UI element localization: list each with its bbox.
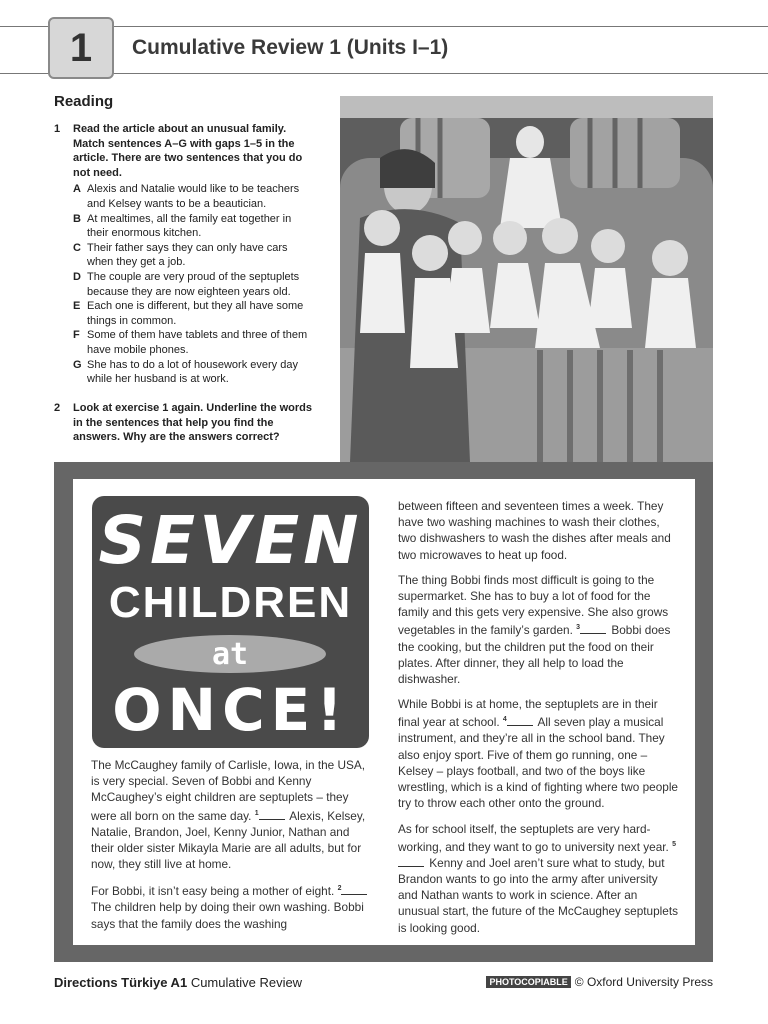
gap-number: 5 bbox=[672, 840, 677, 848]
article-title-logo bbox=[92, 496, 369, 748]
option-a bbox=[73, 182, 314, 211]
article-paragraph: between fifteen and seventeen times a week. They have two washing machines to wash their clothes, two dishwashers to wash the dishes after meals and two microwaves to heat up food. bbox=[398, 499, 671, 562]
option-c bbox=[73, 241, 314, 270]
article-text: Kenny and Joel aren’t sure what to study, but Brandon wants to go into the army after university and Nathan wants to work in science. After an unusual start, the future of the McCaughey septuplets is looking good. bbox=[398, 855, 679, 935]
article-text: For Bobbi, it isn’t easy being a mother of eight. bbox=[91, 884, 335, 899]
footer-copyright bbox=[486, 975, 713, 989]
option-letter: E bbox=[73, 300, 81, 313]
gap-number: 3 bbox=[576, 624, 581, 632]
option-b bbox=[73, 212, 314, 241]
section-heading: Reading bbox=[54, 93, 114, 110]
exercise-instruction: Look at exercise 1 again. Underline the words in the sentences that help you find the answers. Why are the answers correct? bbox=[73, 402, 313, 444]
header-rule-bottom bbox=[0, 73, 768, 74]
logo-line-seven: SEVEN bbox=[98, 502, 363, 579]
photocopiable-badge: PHOTOCOPIABLE bbox=[486, 976, 570, 988]
option-letter: G bbox=[73, 358, 82, 371]
article-text: Alexis, Kelsey, Natalie, Brandon, Joel, Kenny Junior, Nathan and their older sister Mikayla Marie are all adults, but for now, they still live at home. bbox=[91, 808, 366, 872]
exercise-instruction: Read the article about an unusual family. Match sentences A–G with gaps 1–5 in the article. There are two sentences that you do not need. bbox=[73, 123, 303, 179]
option-letter: B bbox=[73, 212, 81, 225]
logo-line-at: at bbox=[134, 635, 326, 673]
article-column-right bbox=[398, 498, 680, 945]
option-text: Some of them have tablets and three of them have mobile phones. bbox=[87, 329, 308, 356]
option-text: The couple are very proud of the septuplets because they are now eighteen years old. bbox=[87, 270, 300, 298]
gap-4[interactable] bbox=[503, 715, 535, 729]
option-text: At mealtimes, all the family eat together in their enormous kitchen. bbox=[87, 212, 292, 240]
header-rule-top bbox=[0, 26, 768, 27]
copyright-text: © Oxford University Press bbox=[574, 975, 713, 989]
logo-line-children: CHILDREN bbox=[108, 578, 353, 627]
option-letter: D bbox=[73, 270, 81, 283]
option-list bbox=[73, 182, 314, 386]
option-letter: C bbox=[73, 241, 81, 254]
footer-section-label: Cumulative Review bbox=[190, 975, 303, 990]
gap-1[interactable] bbox=[255, 809, 287, 823]
gap-blank[interactable] bbox=[507, 716, 533, 726]
article-paragraph bbox=[91, 881, 373, 932]
option-text: Alexis and Natalie would like to be teachers and Kelsey wants to be a beautician. bbox=[87, 183, 300, 210]
gap-number: 2 bbox=[337, 885, 342, 893]
option-g bbox=[73, 358, 314, 387]
gap-blank[interactable] bbox=[341, 885, 367, 895]
footer-book-name: Directions Türkiye A1 bbox=[54, 975, 188, 990]
footer-book-title bbox=[54, 975, 302, 990]
option-f bbox=[73, 328, 314, 357]
option-text: She has to do a lot of housework every day while her husband is at work. bbox=[87, 358, 298, 386]
article-paragraph bbox=[398, 696, 680, 811]
exercise-number: 1 bbox=[54, 123, 61, 135]
article-paragraph bbox=[91, 757, 373, 872]
unit-number-badge: 1 bbox=[48, 17, 114, 79]
option-letter: F bbox=[73, 329, 80, 342]
option-e bbox=[73, 299, 314, 328]
article-text: The McCaughey family of Carlisle, Iowa, in the USA, is very special. Seven of Bobbi and Kenny McCaughey’s eight children are septuplets – they were all born on the same day. bbox=[91, 758, 366, 823]
exercise-number: 2 bbox=[54, 402, 61, 414]
gap-blank[interactable] bbox=[580, 624, 606, 634]
article-text: All seven play a musical instrument, and they’re all in the school band. They also enjoy sport. Five of them go running, one – Kelsey – plays football, and two of the boys like wrestling, which is a kind of fighting where two people try to throw each other onto the ground. bbox=[398, 715, 678, 811]
family-photo-illustration bbox=[340, 118, 713, 462]
option-letter: A bbox=[73, 183, 81, 196]
photo-top-bar bbox=[340, 96, 713, 118]
article-text: As for school itself, the septuplets are very hard-working, and they want to go to university next year. bbox=[398, 821, 669, 854]
gap-3[interactable] bbox=[576, 623, 608, 637]
gap-number: 4 bbox=[502, 716, 507, 724]
exercise-2 bbox=[54, 401, 314, 445]
exercise-1 bbox=[54, 122, 314, 387]
option-d bbox=[73, 270, 314, 299]
article-paragraph bbox=[398, 821, 680, 936]
option-text: Their father says they can only have cars when they get a job. bbox=[87, 241, 288, 269]
option-text: Each one is different, but they all have some things in common. bbox=[87, 300, 304, 327]
article-column-left bbox=[91, 757, 373, 941]
logo-line-once: ONCE! bbox=[112, 676, 349, 744]
gap-number: 1 bbox=[254, 809, 259, 817]
article-paragraph bbox=[398, 572, 680, 687]
family-photo bbox=[340, 118, 713, 462]
article-text: While Bobbi is at home, the septuplets are in their final year at school. bbox=[398, 697, 658, 730]
article-text: Bobbi does the cooking, but the children put the food on their plates. After dinner, they all help to load the dishwasher. bbox=[398, 623, 671, 686]
page-title: Cumulative Review 1 (Units I–1) bbox=[132, 36, 449, 59]
article-text-continued: The children help by doing their own washing. Bobbi says that the family does the washing bbox=[91, 900, 364, 931]
article-text: The thing Bobbi finds most difficult is going to the supermarket. She has to buy a lot of food for the family and this gets very expensive. She also grows vegetables in the family’s garden. bbox=[398, 572, 669, 638]
gap-blank[interactable] bbox=[398, 857, 424, 867]
gap-2[interactable] bbox=[338, 884, 370, 898]
gap-blank[interactable] bbox=[259, 810, 285, 820]
